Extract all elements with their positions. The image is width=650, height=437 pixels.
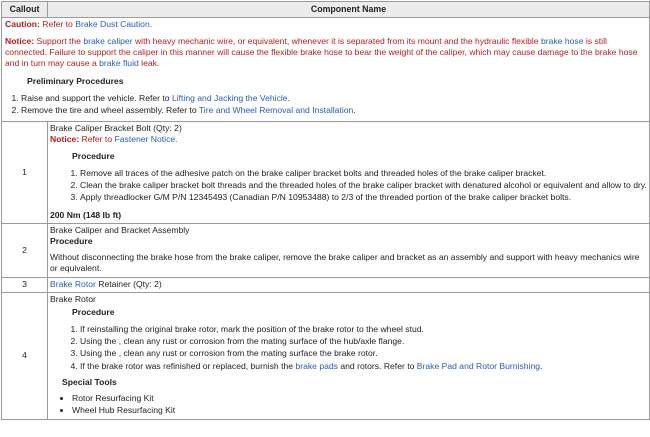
brake-fluid-link[interactable]: brake fluid: [99, 57, 139, 68]
procedure-table: [1, 1, 650, 420]
component-name-rest: Retainer (Qty: 2): [95, 278, 162, 289]
component-cell: [48, 121, 650, 223]
intro-cell: [2, 18, 650, 121]
list-item: 2. Clean the brake caliper bracket bolt threads and the threaded holes of the brake caliper bracket with denatured alcohol or equivalent and allow to dry.: [80, 180, 647, 191]
brake-hose-link[interactable]: brake hose: [540, 35, 584, 46]
prelim-step-end: .: [287, 93, 290, 104]
list-item: [21, 93, 646, 104]
list-item: • Rotor Resurfacing Kit: [72, 393, 647, 404]
list-item: [80, 361, 647, 372]
table-row: [2, 121, 650, 223]
component-cell: [48, 292, 650, 420]
callout-cell: 4: [2, 292, 48, 420]
list-item: • Wheel Hub Resurfacing Kit: [72, 405, 647, 416]
notice-end: .: [175, 133, 178, 144]
list-item: 3. Apply threadlocker G/M P/N 12345493 (Canadian P/N 10953488) to 2/3 of the threaded portion of the brake caliper bracket bolts.: [80, 192, 647, 203]
caution-text: Refer to: [39, 19, 76, 30]
table-row: [2, 223, 650, 277]
table-row: [2, 292, 650, 420]
fastener-notice-link[interactable]: Fastener Notice: [114, 133, 176, 144]
brake-rotor-link[interactable]: Brake Rotor: [50, 278, 96, 289]
callout-cell: 3: [2, 277, 48, 292]
table-row: [2, 277, 650, 292]
brake-caliper-link[interactable]: brake caliper: [83, 35, 133, 46]
caution-label: Caution:: [5, 19, 40, 30]
special-tools-list: [62, 393, 647, 416]
notice-label: Notice:: [5, 35, 35, 46]
prelim-step-text: Remove the tire and wheel assembly. Refer to: [21, 105, 199, 116]
list-item: 2. Using the , clean any rust or corrosion from the mating surface of the hub/axle flange.: [80, 336, 647, 347]
component-cell: [48, 223, 650, 277]
component-name: Brake Caliper Bracket Bolt (Qty: 2): [50, 122, 182, 133]
component-name: Brake Rotor: [50, 293, 96, 304]
notice-text-3: is still connected. Failure to support the caliper in this manner will cause the flexible brake hose to bear the weight of the caliper, which may cause damage to the brake hose and in turn may cause a: [5, 35, 638, 68]
fastener-notice: [50, 134, 647, 145]
list-item: 3. Using the , clean any rust or corrosion from the mating surface the brake rotor.: [80, 348, 647, 359]
tire-wheel-removal-link[interactable]: Tire and Wheel Removal and Installation: [198, 105, 354, 116]
notice-paragraph: [5, 36, 646, 70]
caution-paragraph: [5, 19, 646, 30]
procedure-steps: [70, 168, 647, 204]
brake-dust-caution-link[interactable]: Brake Dust Caution: [75, 19, 150, 30]
intro-row: [2, 18, 650, 121]
table-header-row: [2, 2, 650, 18]
notice-label: Notice:: [50, 133, 80, 144]
preliminary-procedures-heading: Preliminary Procedures: [27, 76, 124, 87]
list-item: 1. Remove all traces of the adhesive patch on the brake caliper bracket bolts and threaded holes of the brake caliper bracket.: [80, 168, 647, 179]
step-text: .: [540, 360, 543, 371]
callout-cell: 1: [2, 121, 48, 223]
component-name: Brake Caliper and Bracket Assembly: [50, 224, 190, 235]
caution-end: .: [149, 19, 153, 30]
procedure-heading: Procedure: [72, 150, 115, 161]
component-column-header: Component Name: [48, 2, 650, 18]
preliminary-procedures-list: [11, 93, 646, 116]
notice-text-4: leak.: [138, 57, 160, 68]
callout-cell: 2: [2, 223, 48, 277]
special-tools-heading: Special Tools: [62, 376, 117, 387]
callout-column-header: Callout: [2, 2, 48, 18]
procedure-text: Without disconnecting the brake hose from the brake caliper, remove the brake caliper and bracket as an assembly and support with heavy mechanics wire or equivalent.: [50, 252, 640, 274]
notice-text-1: Support the: [34, 35, 84, 46]
brake-pads-link[interactable]: brake pads: [295, 360, 338, 371]
component-cell: [48, 277, 650, 292]
procedure-heading: Procedure: [72, 306, 115, 317]
prelim-step-text: Raise and support the vehicle. Refer to: [21, 93, 172, 104]
lifting-jacking-link[interactable]: Lifting and Jacking the Vehicle: [171, 93, 288, 104]
torque-spec: 200 Nm (148 lb ft): [50, 209, 122, 220]
step-text: and rotors. Refer to: [337, 360, 417, 371]
list-item: 1. If reinstalling the original brake rotor, mark the position of the brake rotor to the wheel stud.: [80, 324, 647, 335]
procedure-heading: Procedure: [50, 236, 93, 246]
notice-text: Refer to: [79, 133, 115, 144]
list-item: [21, 105, 646, 116]
step-text: If the brake rotor was refinished or replaced, burnish the: [80, 360, 296, 371]
notice-text-2: with heavy mechanic wire, or equivalent, whenever it is separated from its mount and the hydraulic flexible: [132, 35, 541, 46]
prelim-step-end: .: [353, 105, 356, 116]
procedure-steps: [70, 324, 647, 372]
brake-pad-rotor-burnishing-link[interactable]: Brake Pad and Rotor Burnishing: [416, 360, 541, 371]
